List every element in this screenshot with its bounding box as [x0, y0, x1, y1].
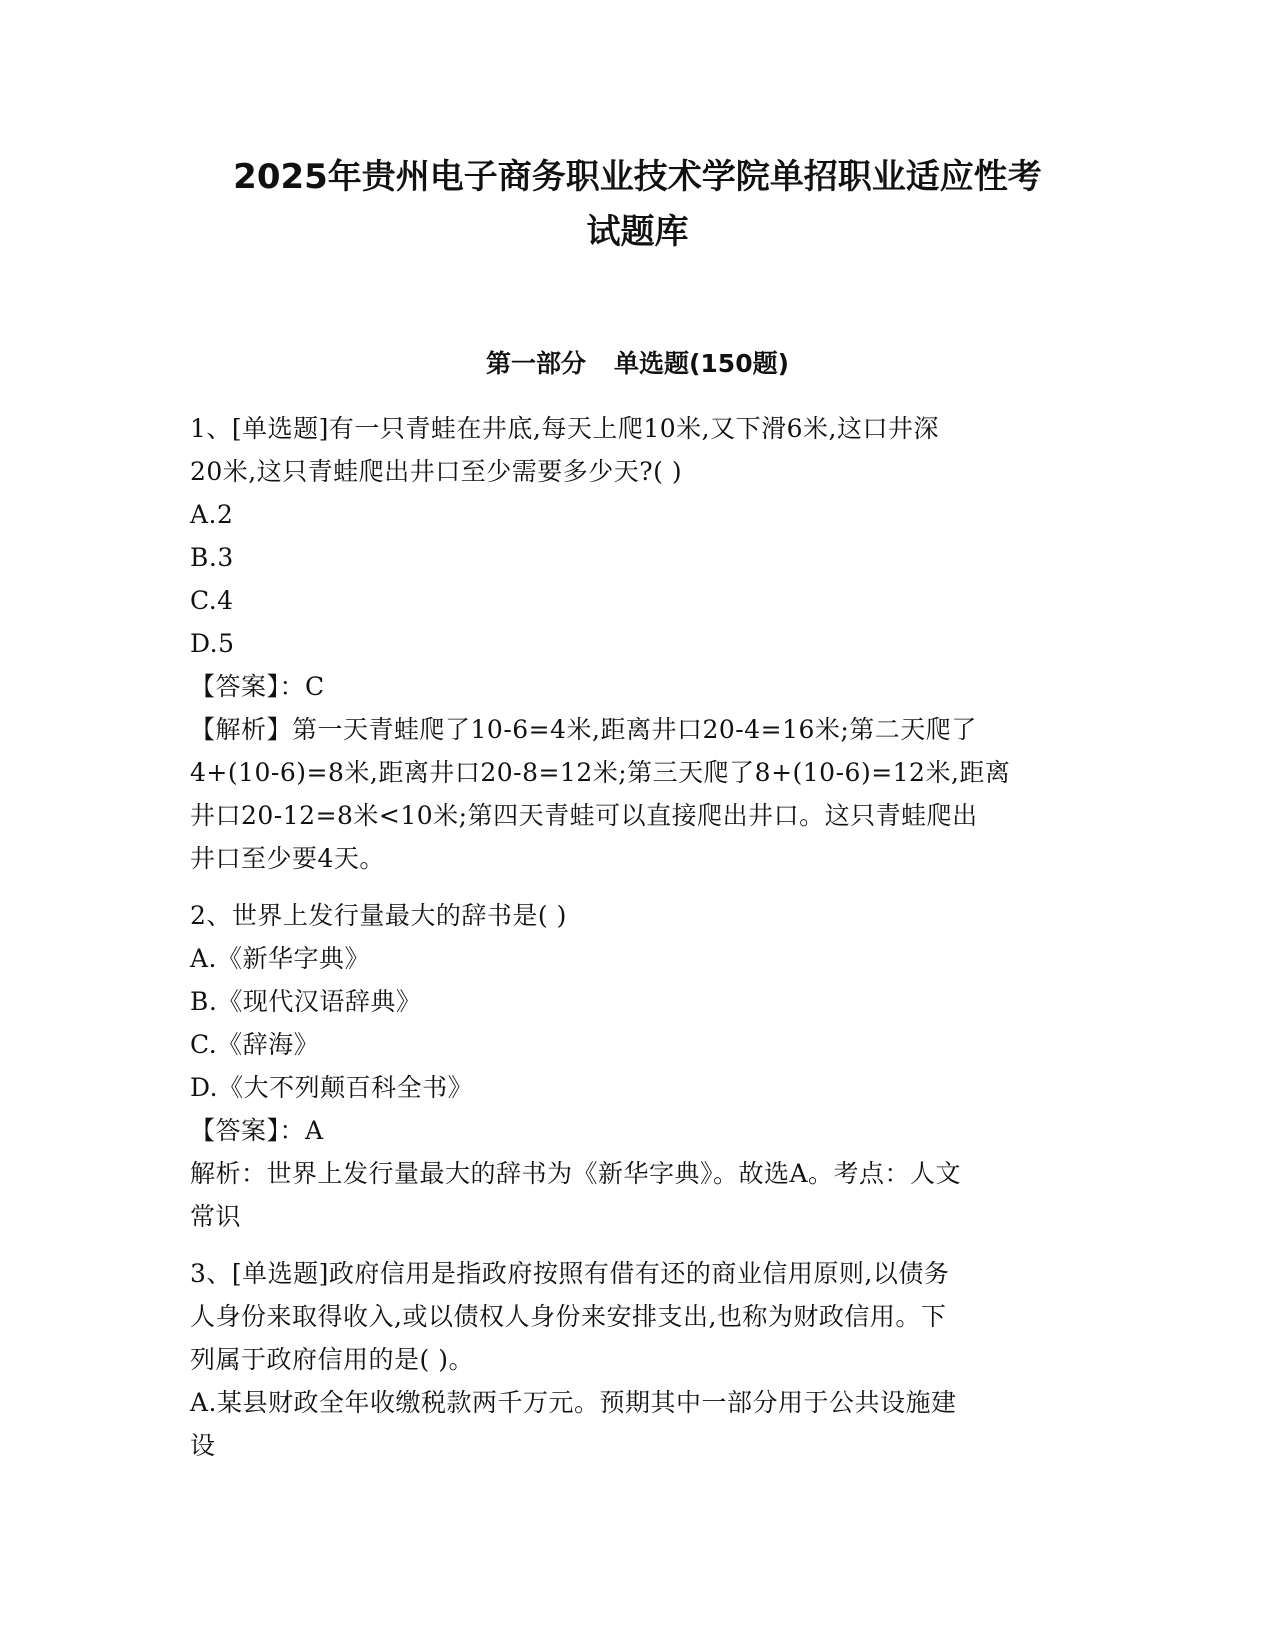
question-stem-line: 1、[单选题]有一只青蛙在井底,每天上爬10米,又下滑6米,这口井深: [190, 414, 939, 443]
question-stem-line: 2、世界上发行量最大的辞书是( ): [190, 901, 567, 930]
question-list: [190, 407, 1090, 1467]
option-a-continued: 设: [190, 1431, 216, 1460]
option-b: B.《现代汉语辞典》: [190, 987, 422, 1016]
explanation-line: 井口20-12=8米<10米;第四天青蛙可以直接爬出井口。这只青蛙爬出: [190, 801, 978, 830]
explanation-line: 常识: [190, 1202, 242, 1231]
title-line: 试题库: [586, 212, 689, 252]
option-a: A.某县财政全年收缴税款两千万元。预期其中一部分用于公共设施建: [190, 1388, 957, 1417]
section-part: 第一部分: [485, 349, 586, 378]
question-2: [190, 894, 1090, 1238]
answer-line: 【答案】：C: [190, 672, 325, 701]
explanation-line: 解析：世界上发行量最大的辞书为《新华字典》。故选A。考点：人文: [190, 1159, 962, 1188]
title-line: 2025年贵州电子商务职业技术学院单招职业适应性考: [233, 157, 1042, 197]
question-stem-line: 列属于政府信用的是( )。: [190, 1345, 474, 1374]
question-stem-line: 20米,这只青蛙爬出井口至少需要多少天?( ): [190, 457, 683, 486]
section-heading: [150, 346, 1125, 382]
section-label: 单选题(150题): [613, 349, 790, 378]
explanation-line: 4+(10-6)=8米,距离井口20-8=12米;第三天爬了8+(10-6)=12米,距离: [190, 758, 1011, 787]
question-stem-line: 人身份来取得收入,或以债权人身份来安排支出,也称为财政信用。下: [190, 1302, 947, 1331]
question-1: [190, 407, 1090, 880]
question-stem-line: 3、[单选题]政府信用是指政府按照有借有还的商业信用原则,以债务: [190, 1259, 950, 1288]
option-a: A.《新华字典》: [190, 944, 371, 973]
option-c: C.《辞海》: [190, 1030, 320, 1059]
option-d: D.5: [190, 629, 235, 658]
option-d: D.《大不列颠百科全书》: [190, 1073, 474, 1102]
option-a: A.2: [190, 500, 234, 529]
option-b: B.3: [190, 543, 234, 572]
answer-line: 【答案】：A: [190, 1116, 324, 1145]
explanation-line: 【解析】第一天青蛙爬了10-6=4米,距离井口20-4=16米;第二天爬了: [190, 715, 977, 744]
question-3: [190, 1252, 1090, 1467]
option-c: C.4: [190, 586, 234, 615]
explanation-line: 井口至少要4天。: [190, 844, 385, 873]
document-title: [150, 150, 1125, 260]
